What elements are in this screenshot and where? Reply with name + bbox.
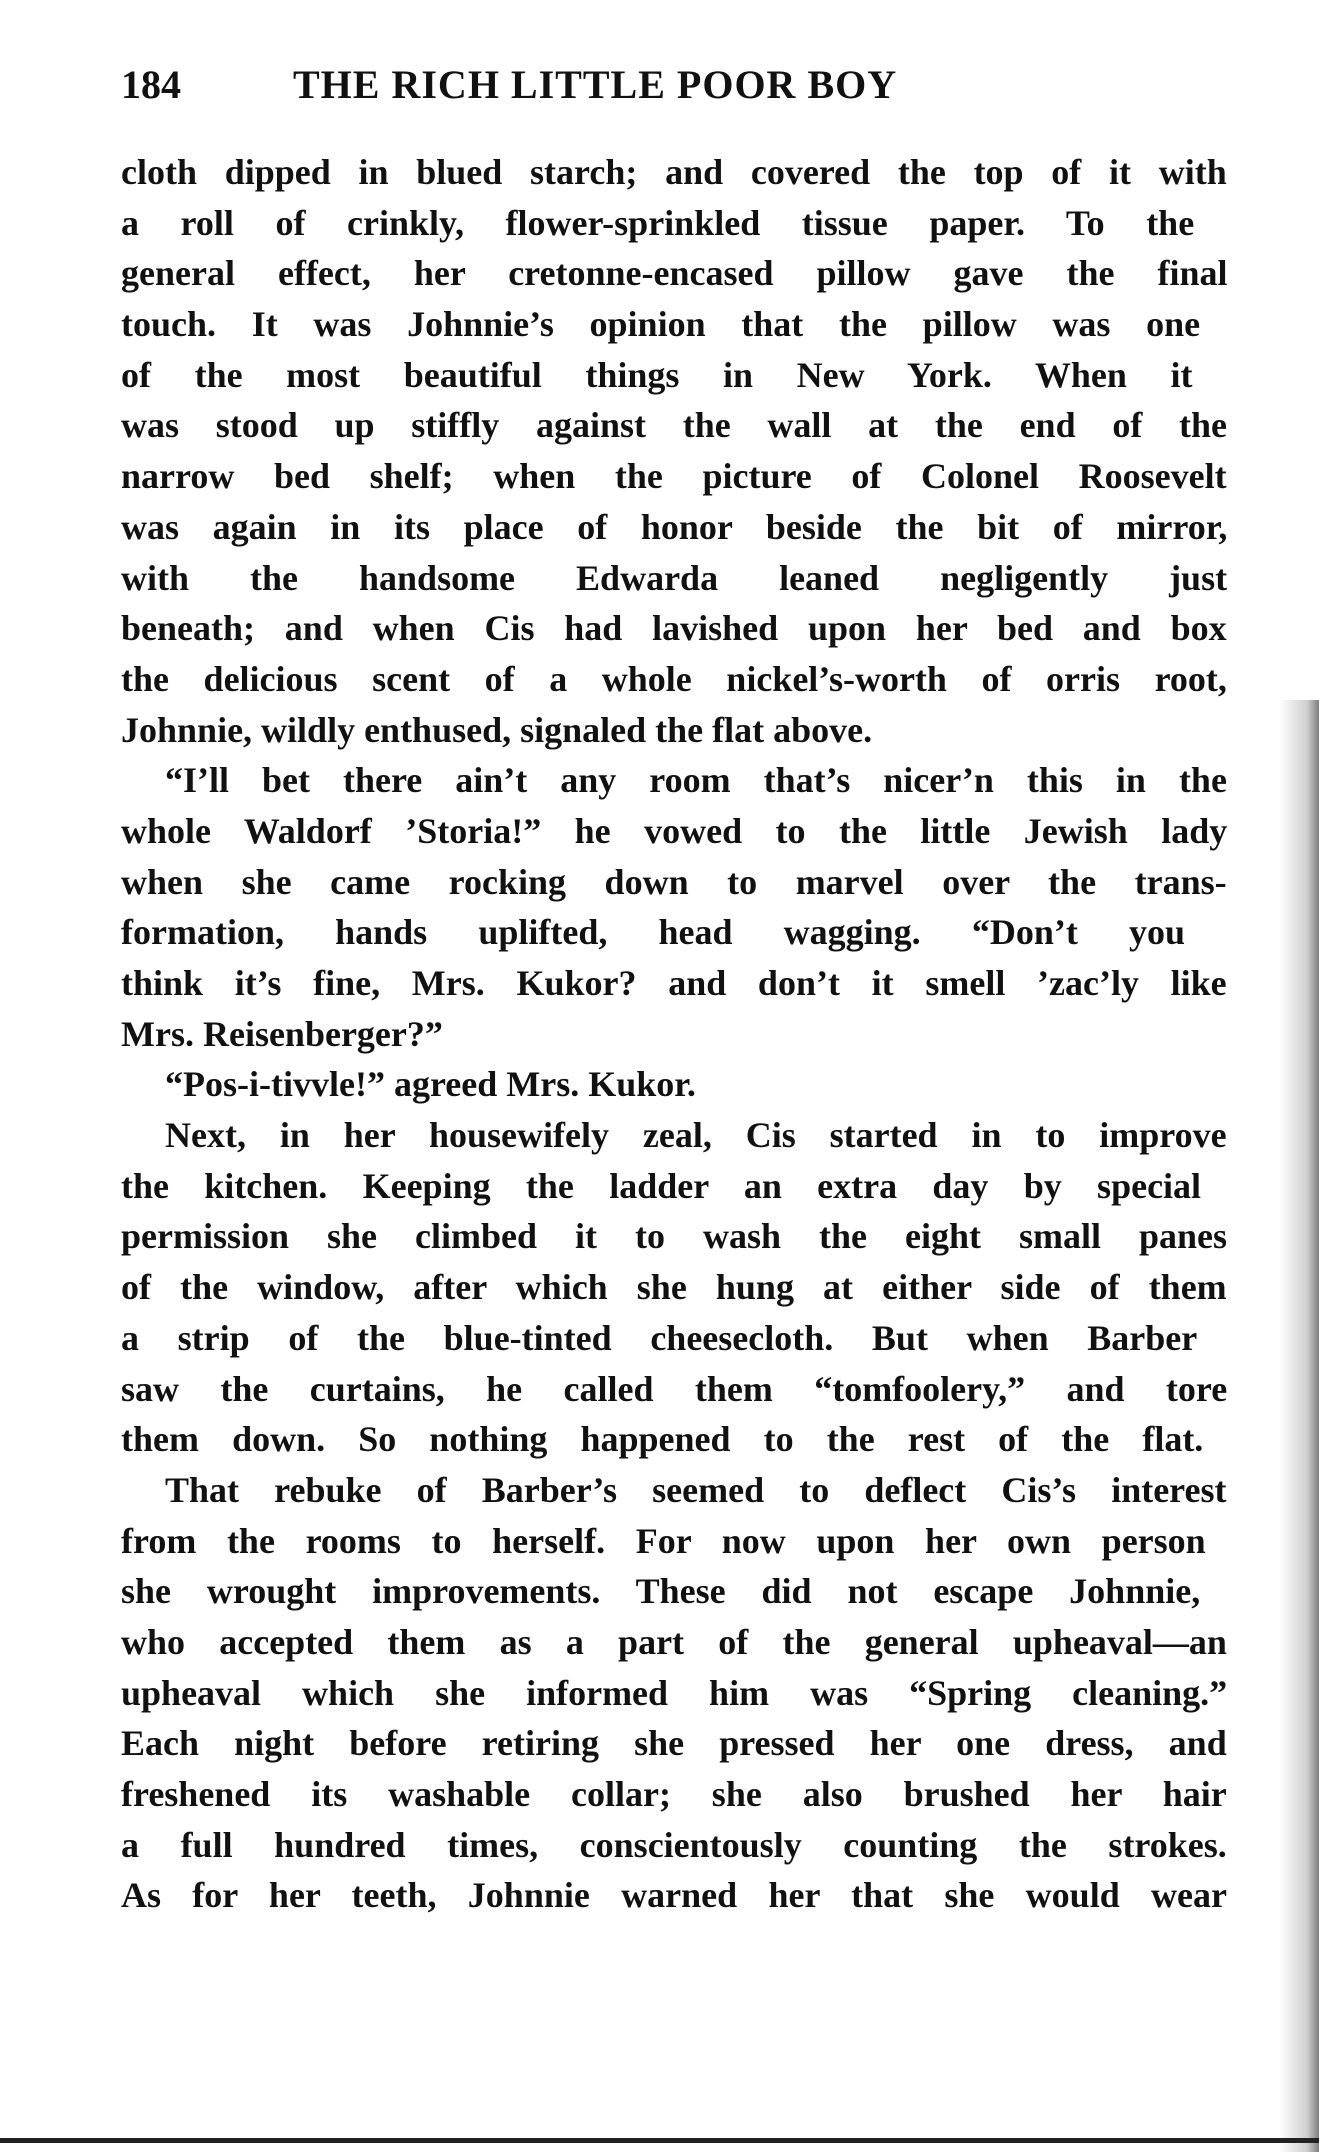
text-line [121, 958, 1227, 1009]
text-line-content: from the rooms to herself. For now upon her own person [121, 1520, 1206, 1561]
text-line [121, 1161, 1227, 1212]
text-line [121, 603, 1227, 654]
text-line-content: Johnnie, wildly enthused, signaled the flat above. [121, 709, 873, 750]
text-line-content: That rebuke of Barber’s seemed to deflect Cis’s interest [165, 1469, 1227, 1510]
bottom-scan-edge [0, 2138, 1319, 2143]
text-line [121, 654, 1227, 705]
page-number: 184 [121, 62, 181, 107]
text-line [121, 299, 1227, 350]
text-line-content: she wrought improvements. These did not escape Johnnie, [121, 1571, 1201, 1612]
text-line [121, 755, 1227, 806]
text-line [121, 147, 1227, 198]
text-line [121, 1059, 1227, 1110]
text-line [121, 1364, 1227, 1415]
text-line [121, 198, 1227, 249]
text-line-content: “I’ll bet there ain’t any room that’s nicer’n this in the [165, 760, 1227, 801]
text-line-content: beneath; and when Cis had lavished upon her bed and box [121, 608, 1227, 649]
text-line-content: Mrs. Reisenberger?” [121, 1013, 443, 1054]
text-line [121, 1617, 1227, 1668]
text-line-content: with the handsome Edwarda leaned negligently just [121, 557, 1228, 598]
text-line-content: the delicious scent of a whole nickel’s-worth of orris root, [121, 658, 1227, 699]
text-line [121, 1110, 1227, 1161]
text-line-content: Each night before retiring she pressed her one dress, and [121, 1723, 1227, 1764]
text-line [121, 451, 1227, 502]
text-line-content: when she came rocking down to marvel over the trans- [121, 861, 1227, 902]
text-line [121, 248, 1227, 299]
body-text [121, 147, 1227, 1921]
page-edge-shadow [1279, 700, 1319, 2152]
text-line [121, 1566, 1227, 1617]
text-line-content: them down. So nothing happened to the rest of the flat. [121, 1419, 1204, 1460]
text-line [121, 1211, 1227, 1262]
text-line [121, 806, 1227, 857]
text-line-content: whole Waldorf ’Storia!” he vowed to the little Jewish lady [121, 810, 1228, 851]
text-line [121, 553, 1227, 604]
text-line [121, 350, 1227, 401]
text-line-content: cloth dipped in blued starch; and covered the top of it with [121, 152, 1227, 192]
text-line-content: was again in its place of honor beside the bit of mirror, [121, 506, 1228, 547]
text-line-content: narrow bed shelf; when the picture of Colonel Roosevelt [121, 456, 1227, 497]
text-line [121, 1414, 1227, 1465]
text-line-content: permission she climbed it to wash the eight small panes [121, 1216, 1228, 1257]
text-line-content: of the window, after which she hung at either side of them [121, 1267, 1227, 1308]
text-line-content: a roll of crinkly, flower-sprinkled tissue paper. To the [121, 202, 1195, 243]
text-line [121, 1718, 1227, 1769]
text-line-content: was stood up stiffly against the wall at the end of the [121, 405, 1228, 446]
text-line-content: “Pos-i-tivvle!” agreed Mrs. Kukor. [165, 1064, 696, 1105]
text-line-content: saw the curtains, he called them “tomfoolery,” and tore [121, 1368, 1228, 1409]
text-line-content: touch. It was Johnnie’s opinion that the pillow was one [121, 304, 1201, 345]
text-line-content: of the most beautiful things in New York. When it [121, 354, 1193, 395]
text-line [121, 1313, 1227, 1364]
text-line [121, 1820, 1227, 1871]
text-line-content: general effect, her cretonne-encased pillow gave the final [121, 253, 1228, 294]
text-line-content: Next, in her housewifely zeal, Cis started in to improve [165, 1115, 1227, 1156]
text-line [121, 400, 1227, 451]
text-line-content: think it’s fine, Mrs. Kukor? and don’t it smell ’zac’ly like [121, 963, 1227, 1003]
text-line [121, 705, 1227, 756]
text-line [121, 907, 1227, 958]
text-line [121, 1009, 1227, 1060]
text-line-content: formation, hands uplifted, head wagging. “Don’t you [121, 912, 1185, 953]
text-line-content: a strip of the blue-tinted cheesecloth. But when Barber [121, 1317, 1198, 1358]
text-line-content: a full hundred times, conscientously counting the strokes. [121, 1824, 1227, 1865]
running-title: THE RICH LITTLE POOR BOY [293, 62, 898, 107]
text-line-content: who accepted them as a part of the general upheaval—an [121, 1621, 1227, 1662]
text-line [121, 1465, 1227, 1516]
text-line [121, 1516, 1227, 1567]
text-line [121, 1870, 1227, 1921]
text-line-content: upheaval which she informed him was “Spring cleaning.” [121, 1672, 1228, 1713]
text-line [121, 1668, 1227, 1719]
text-line-content: As for her teeth, Johnnie warned her that she would wear [121, 1875, 1227, 1916]
text-line-content: the kitchen. Keeping the ladder an extra day by special [121, 1165, 1202, 1206]
text-line [121, 857, 1227, 908]
text-line [121, 502, 1227, 553]
text-line-content: freshened its washable collar; she also brushed her hair [121, 1774, 1227, 1814]
text-line [121, 1262, 1227, 1313]
text-line [121, 1769, 1227, 1820]
